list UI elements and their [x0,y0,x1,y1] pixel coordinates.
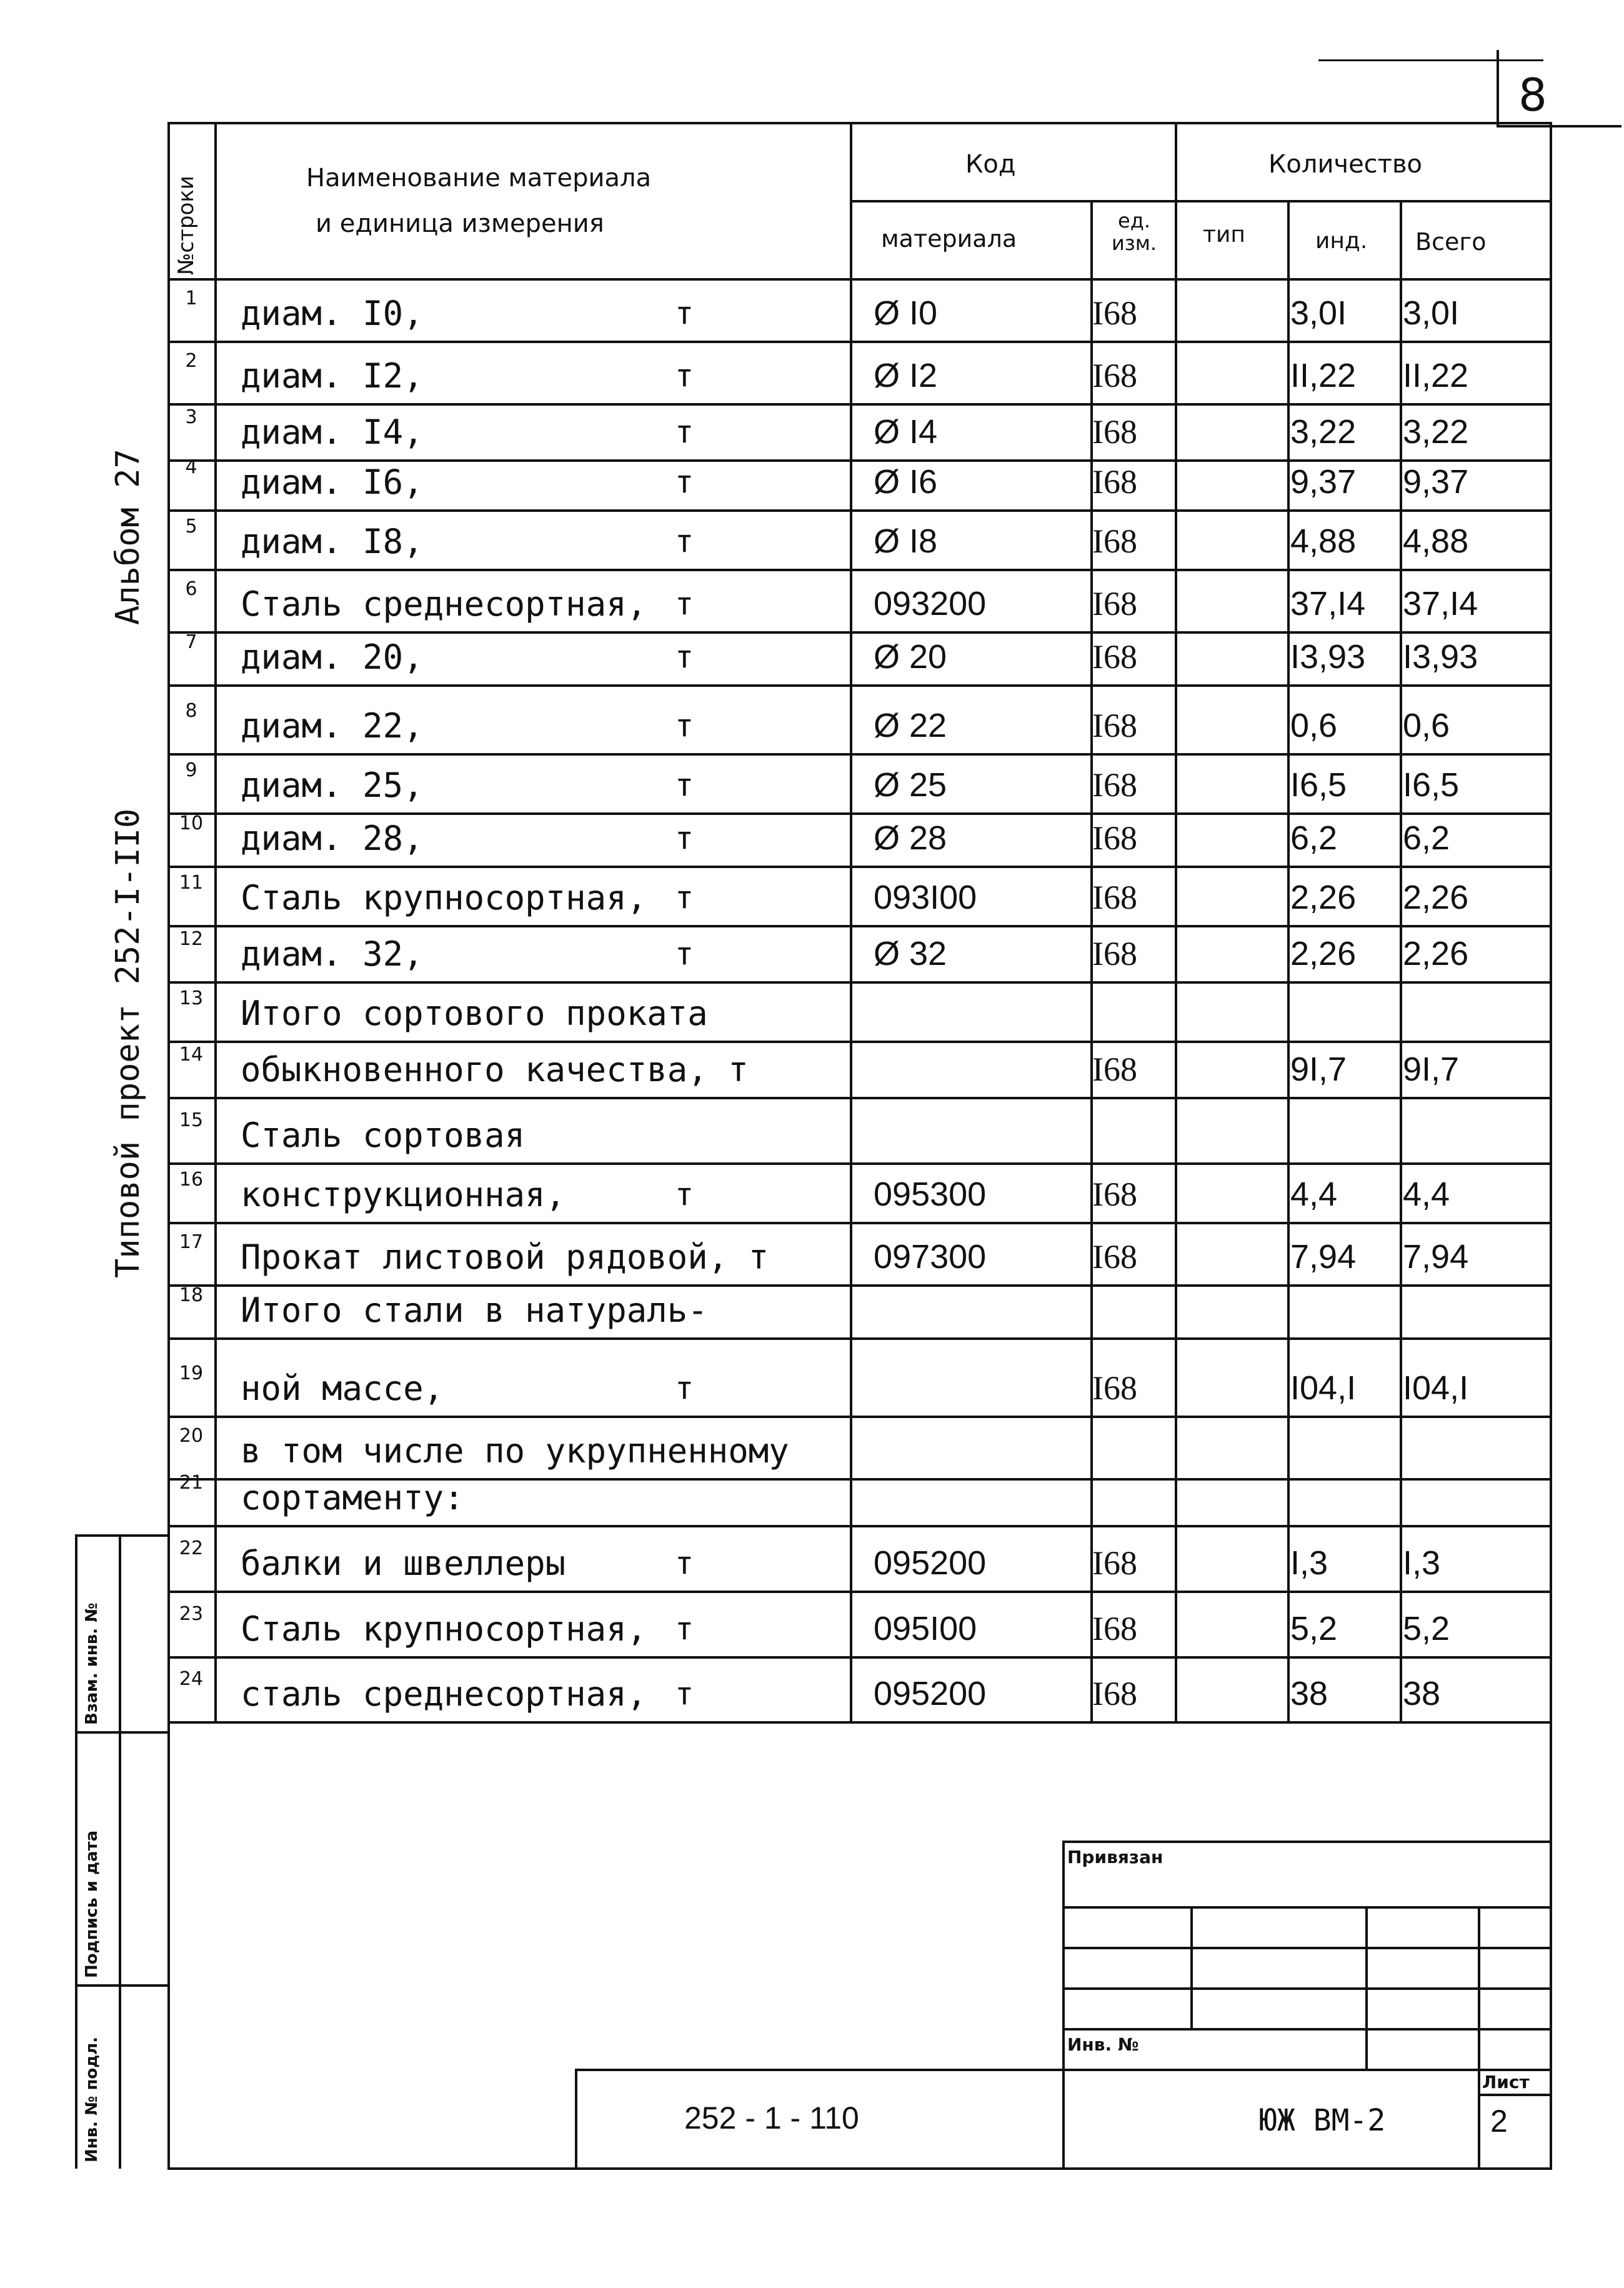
material-name: Итого сортового проката [241,994,708,1033]
col-line-type [1287,200,1290,1724]
unit-code: I68 [1092,585,1137,622]
quantity-ind: 6,2 [1290,819,1338,857]
tb-vline-3 [1478,1906,1480,2169]
unit-code: I68 [1092,707,1137,744]
row-separator [167,753,1552,756]
material-name: диам. 20, [241,637,424,677]
material-name: диам. I8, [241,522,424,561]
row-number: 7 [185,631,197,653]
material-code: Ø 25 [874,766,947,804]
quantity-ind: I04,I [1290,1369,1357,1407]
unit-code: I68 [1092,1675,1137,1712]
row-separator [167,1591,1552,1593]
material-code: Ø 22 [874,707,947,744]
material-unit: т [675,1611,694,1647]
unit-code: I68 [1092,1051,1137,1088]
row-number: 11 [179,872,204,894]
project-label: Типовой проект 252-I-II0 [109,808,147,1278]
material-code: 095200 [874,1544,987,1582]
material-unit: т [675,1370,694,1406]
material-unit: т [675,707,694,744]
row-number: 2 [185,350,197,372]
material-code: Ø I0 [874,294,938,332]
unit-code: I68 [1092,463,1137,501]
row-number: 22 [179,1537,204,1559]
row-separator [167,1337,1552,1340]
material-unit: т [675,820,694,856]
quantity-ind: 9,37 [1290,463,1357,501]
stamp-border-mid [119,1534,121,2169]
material-name: диам. 22, [241,706,424,746]
row-separator [167,812,1552,815]
unit-code: I68 [1092,879,1137,916]
header-code-unit: ед. изм. [1111,209,1157,255]
material-unit: т [675,639,694,675]
material-name: Сталь среднесортная, [241,584,647,624]
material-code: 095200 [874,1675,987,1712]
unit-code: I68 [1092,638,1137,676]
row-number: 4 [185,456,197,478]
stamp-label-signature-date: Подпись и дата [82,1830,101,1978]
page-number-rule-bottom [1497,125,1622,127]
quantity-ind: II,22 [1290,357,1357,394]
row-separator [167,459,1552,462]
material-code: Ø 32 [874,935,947,972]
header-q-ind: инд. [1315,228,1368,254]
material-code: Ø 28 [874,819,947,857]
quantity-ind: I,3 [1290,1544,1328,1582]
row-number: 17 [179,1231,204,1253]
material-code: Ø I2 [874,357,938,394]
material-name: Сталь сортовая [241,1116,526,1155]
frame-right [1550,122,1552,2169]
tb-sheet-divider [1478,2094,1552,2096]
material-name: обыкновенного качества, т [241,1050,749,1089]
quantity-total: 2,26 [1403,879,1469,916]
material-name: диам. I6, [241,462,424,502]
material-name: балки и швеллеры [241,1544,566,1583]
frame-left [167,122,170,2169]
material-name: сортаменту: [241,1478,464,1517]
quantity-ind: 4,88 [1290,522,1357,560]
col-line-ed [1175,122,1177,1724]
material-name: диам. I2, [241,356,424,396]
stamp-border-left [75,1534,77,2169]
row-number: 9 [185,759,197,781]
header-name: Наименование материала [306,164,652,192]
tb-main-top [575,2069,1552,2071]
material-code: Ø 20 [874,638,947,676]
material-code: 095300 [874,1176,987,1213]
quantity-ind: 2,26 [1290,935,1357,972]
row-number: 14 [179,1044,204,1066]
quantity-total: II,22 [1403,357,1469,394]
row-number: 24 [179,1668,204,1690]
quantity-total: 4,88 [1403,522,1469,560]
quantity-ind: I6,5 [1290,766,1347,804]
header-name-sub: и единица измерения [316,209,604,238]
unit-code: I68 [1092,1238,1137,1276]
tb-line-left [1062,1841,1065,2169]
row-separator [167,1416,1552,1418]
material-unit: т [675,523,694,559]
row-separator [167,981,1552,984]
row-separator [167,1097,1552,1099]
material-name: Сталь крупносортная, [241,1609,647,1649]
row-separator [167,925,1552,927]
row-number: 6 [185,578,197,600]
stamp-divider-2 [75,1984,169,1987]
material-code: 095I00 [874,1610,977,1647]
tb-vline-2 [1365,1906,1368,2069]
material-unit: т [675,1676,694,1712]
header-quantity: Количество [1268,150,1423,179]
row-number: 5 [185,516,197,537]
row-number: 10 [179,812,204,834]
material-unit: т [675,767,694,803]
material-name: диам. 25, [241,766,424,805]
album-label: Альбом 27 [109,449,147,625]
row-separator [167,631,1552,634]
quantity-total: 38 [1403,1675,1441,1712]
tb-main-left [575,2069,577,2169]
row-number: 1 [185,287,197,309]
quantity-ind: 37,I4 [1290,585,1366,622]
material-unit: т [675,295,694,331]
page-number-rule-top [1318,59,1543,61]
quantity-total: 3,0I [1403,294,1460,332]
material-name: Прокат листовой рядовой, т [241,1237,769,1277]
col-line-name [850,122,852,1724]
quantity-total: 9,37 [1403,463,1469,501]
row-separator [167,1222,1552,1224]
row-separator [167,341,1552,343]
row-number: 20 [179,1425,204,1447]
page-number-rule-left [1497,50,1499,125]
material-unit: т [675,586,694,622]
header-code: Код [965,150,1016,179]
quantity-total: 9I,7 [1403,1051,1460,1088]
quantity-total: 4,4 [1403,1176,1450,1213]
quantity-total: 37,I4 [1403,585,1478,622]
material-code: Ø I8 [874,522,938,560]
unit-code: I68 [1092,522,1137,560]
material-name: диам. 32, [241,934,424,974]
quantity-total: I6,5 [1403,766,1460,804]
quantity-ind: 4,4 [1290,1176,1338,1213]
tb-line-1 [1062,1841,1552,1843]
row-separator [167,509,1552,512]
material-name: Итого стали в натураль- [241,1291,708,1330]
row-separator [167,1041,1552,1043]
row-separator [167,569,1552,571]
material-name: диам. I0, [241,294,424,333]
material-name: конструкционная, [241,1175,566,1214]
quantity-total: I,3 [1403,1544,1441,1582]
material-name: в том числе по укрупненному [241,1431,789,1471]
material-name: сталь среднесортная, [241,1674,647,1714]
material-code: Ø I6 [874,463,938,501]
doc-mark: ЮЖ ВМ-2 [1259,2103,1386,2138]
quantity-total: I04,I [1403,1369,1469,1407]
quantity-ind: 3,0I [1290,294,1347,332]
quantity-total: 3,22 [1403,413,1469,451]
row-separator [167,1525,1552,1527]
quantity-ind: 2,26 [1290,879,1357,916]
row-separator [167,1162,1552,1165]
unit-code: I68 [1092,357,1137,394]
material-name: Сталь крупносортная, [241,878,647,917]
row-separator [167,866,1552,868]
header-row-no: №строки [174,176,199,275]
stamp-label-replace-inv: Взам. инв. № [82,1602,101,1725]
row-separator [167,1721,1552,1724]
row-number: 3 [185,406,197,428]
doc-code: 252 - 1 - 110 [684,2101,859,2136]
row-number: 23 [179,1603,204,1625]
row-separator [167,403,1552,406]
material-code: 097300 [874,1238,987,1276]
unit-code: I68 [1092,1610,1137,1647]
sheet-label: Лист [1482,2072,1530,2092]
quantity-ind: 0,6 [1290,707,1338,744]
page-number: 8 [1518,69,1547,121]
material-name: диам. 28, [241,819,424,858]
unit-code: I68 [1092,1176,1137,1213]
quantity-ind: 7,94 [1290,1238,1357,1276]
inv-no-label: Инв. № [1067,2034,1139,2055]
attached-label: Привязан [1067,1847,1163,1867]
row-number: 12 [179,928,204,950]
quantity-ind: 3,22 [1290,413,1357,451]
material-unit: т [675,357,694,394]
material-code: Ø I4 [874,413,938,451]
row-separator [167,1284,1552,1287]
row-number: 21 [179,1472,204,1494]
unit-code: I68 [1092,935,1137,972]
quantity-total: 6,2 [1403,819,1450,857]
row-number: 16 [179,1169,204,1191]
unit-code: I68 [1092,1369,1137,1407]
row-number: 18 [179,1284,204,1306]
frame-bottom [167,2167,1552,2170]
row-number: 15 [179,1109,204,1131]
row-separator [167,1656,1552,1659]
table-top-line [167,122,1552,124]
row-separator [167,684,1552,687]
unit-code: I68 [1092,766,1137,804]
material-code: 093I00 [874,879,977,916]
material-name: ной массе, [241,1369,444,1408]
unit-code: I68 [1092,1544,1137,1582]
header-bottom-line [167,278,1552,281]
stamp-border-top [75,1534,169,1537]
quantity-total: 2,26 [1403,935,1469,972]
unit-code: I68 [1092,819,1137,857]
material-unit: т [675,464,694,500]
quantity-total: 5,2 [1403,1610,1450,1647]
quantity-ind: 5,2 [1290,1610,1338,1647]
quantity-total: 7,94 [1403,1238,1469,1276]
stamp-divider-1 [75,1731,169,1734]
tb-vline-1 [1190,1906,1193,2028]
header-mid-line [850,200,1552,202]
material-unit: т [675,414,694,450]
col-line-ind [1400,200,1402,1724]
quantity-total: I3,93 [1403,638,1478,676]
quantity-total: 0,6 [1403,707,1450,744]
material-name: диам. I4, [241,412,424,452]
sheet-number: 2 [1490,2104,1508,2139]
quantity-ind: I3,93 [1290,638,1366,676]
material-unit: т [675,879,694,916]
header-code-material: материала [881,225,1017,252]
unit-code: I68 [1092,413,1137,451]
material-code: 093200 [874,585,987,622]
header-q-type: тип [1203,222,1245,247]
row-number: 19 [179,1362,204,1384]
row-number: 8 [185,700,197,722]
material-unit: т [675,1176,694,1212]
material-unit: т [675,936,694,972]
quantity-ind: 38 [1290,1675,1328,1712]
quantity-ind: 9I,7 [1290,1051,1347,1088]
col-line-rowno [214,122,217,1724]
material-unit: т [675,1545,694,1581]
row-number: 13 [179,987,204,1009]
stamp-label-original-inv: Инв. № подл. [82,2036,101,2162]
unit-code: I68 [1092,294,1137,332]
header-q-total: Всего [1415,228,1487,256]
